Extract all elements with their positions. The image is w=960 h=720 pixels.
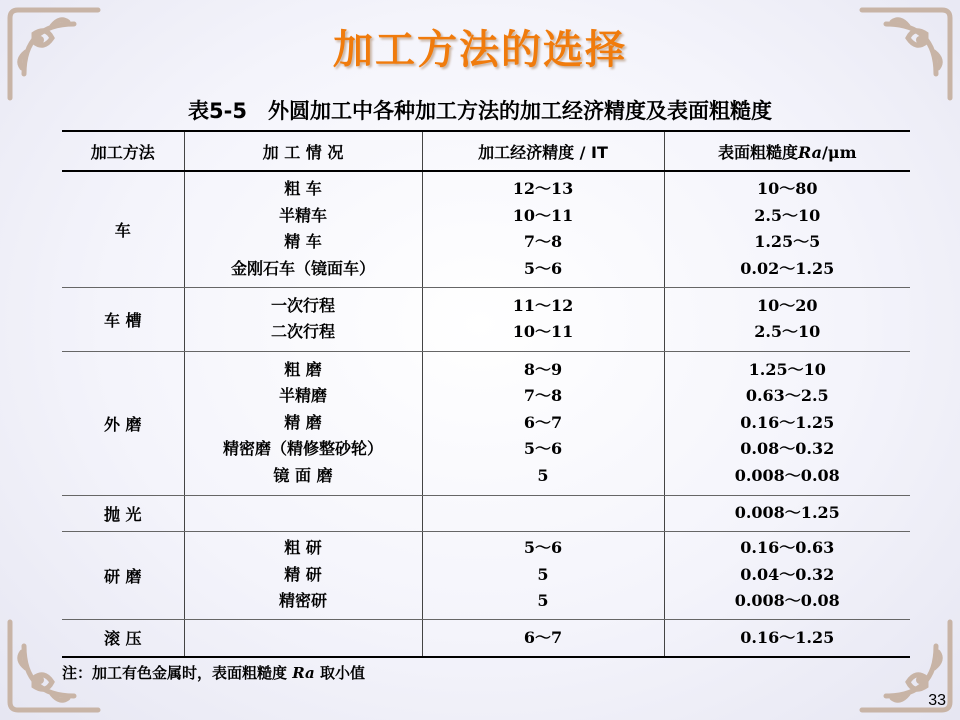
cell-it-line: 5～6 [523,258,563,278]
cell-it [422,351,664,495]
cell-conditions [184,619,422,657]
cell-it-line: 7～8 [523,232,563,252]
table-row [62,171,910,287]
cell-ra [664,619,910,657]
cell-it-line: 6～7 [523,412,563,432]
cell-conditions [184,531,422,619]
cell-ra-line: 1.25～5 [754,232,821,252]
slide-title: 加工方法的选择 [333,27,627,73]
cell-it-line: 8～9 [523,359,563,379]
cell-it [422,287,664,351]
cell-it-line: 10～11 [512,205,574,225]
page-number: 33 [928,692,946,709]
cell-it-line: 10～11 [512,322,574,341]
cell-conditions-line: 镜 面 磨 [273,465,333,485]
table-header-row [62,131,910,171]
cell-ra-line: 0.02～1.25 [740,258,835,278]
note-ra: Ra [292,664,315,682]
cell-ra-line: 1.25～10 [748,359,826,379]
table-row [62,531,910,619]
cell-it-line: 5 [537,564,549,584]
table-caption: 表5-5 外圆加工中各种加工方法的加工经济精度及表面粗糙度 [188,99,772,123]
cell-conditions-line: 粗 研 [284,538,322,558]
cell-it [422,495,664,531]
cell-conditions-line: 粗 磨 [284,359,322,379]
cell-ra [664,351,910,495]
cell-it-line: 6～7 [523,627,563,647]
cell-conditions-line: 二次行程 [270,322,335,341]
note-prefix: 注：加工有色金属时，表面粗糙度 [62,664,293,682]
cell-it-line: 5 [537,591,549,611]
cell-ra-line: 0.63～2.5 [745,386,829,406]
cell-it [422,619,664,657]
cell-ra [664,287,910,351]
cell-conditions-line: 精密研 [278,591,327,611]
table-body [62,171,910,657]
cell-conditions-line: 半精车 [278,205,327,225]
cell-conditions [184,287,422,351]
header-it: 加工经济精度 / IT [422,131,664,171]
cell-it [422,171,664,287]
cell-ra-line: 0.16～0.63 [740,538,835,558]
header-roughness-unit: /μm [822,142,857,162]
cell-ra-line: 0.16～1.25 [740,412,835,432]
cell-conditions-line: 金刚石车（镜面车） [230,258,375,278]
cell-method: 抛 光 [62,495,184,531]
cell-ra-line: 0.008～0.08 [734,591,840,611]
header-roughness-ra: Ra [798,142,823,162]
cell-it-line: 11～12 [512,295,574,315]
precision-table [62,130,910,658]
header-roughness-label: 表面粗糙度 [717,142,798,162]
header-roughness [664,131,910,171]
header-method: 加工方法 [62,131,184,171]
cell-method: 外 磨 [62,351,184,495]
cell-ra-line: 0.04～0.32 [740,564,835,584]
table-row [62,351,910,495]
cell-it-line: 5～6 [523,538,563,558]
cell-ra [664,531,910,619]
cell-ra-line: 2.5～10 [754,322,821,341]
cell-ra-line: 10～80 [756,179,818,199]
cell-ra-line: 0.008～0.08 [734,465,840,485]
cell-conditions-line: 精 研 [284,564,322,584]
cell-conditions-line: 精密磨（精修整砂轮） [222,439,383,459]
cell-conditions [184,495,422,531]
table-row [62,619,910,657]
cell-ra-line: 0.16～1.25 [740,627,835,647]
cell-it-line: 7～8 [523,386,563,406]
cell-conditions-line: 精 车 [284,232,322,252]
table-row [62,287,910,351]
cell-method: 车 [62,171,184,287]
cell-conditions-line: 半精磨 [278,386,327,406]
precision-table-container [62,130,910,658]
cell-ra-line: 0.008～1.25 [734,502,840,522]
cell-ra [664,171,910,287]
cell-conditions-line: 一次行程 [270,295,335,315]
cell-it-line: 12～13 [512,179,574,199]
cell-ra-line: 0.08～0.32 [740,439,835,459]
header-conditions: 加 工 情 况 [184,131,422,171]
cell-it [422,531,664,619]
cell-conditions [184,351,422,495]
cell-conditions-line: 精 磨 [284,412,322,432]
cell-ra [664,495,910,531]
cell-method: 研 磨 [62,531,184,619]
cell-method: 车 槽 [62,287,184,351]
table-row [62,495,910,531]
cell-ra-line: 2.5～10 [754,205,821,225]
cell-it-line: 5 [537,465,549,485]
cell-ra-line: 10～20 [756,295,818,315]
table-note [62,662,365,683]
cell-method: 滚 压 [62,619,184,657]
cell-conditions-line: 粗 车 [284,179,322,199]
note-suffix: 取小值 [314,664,365,682]
cell-conditions [184,171,422,287]
cell-it-line: 5～6 [523,439,563,459]
